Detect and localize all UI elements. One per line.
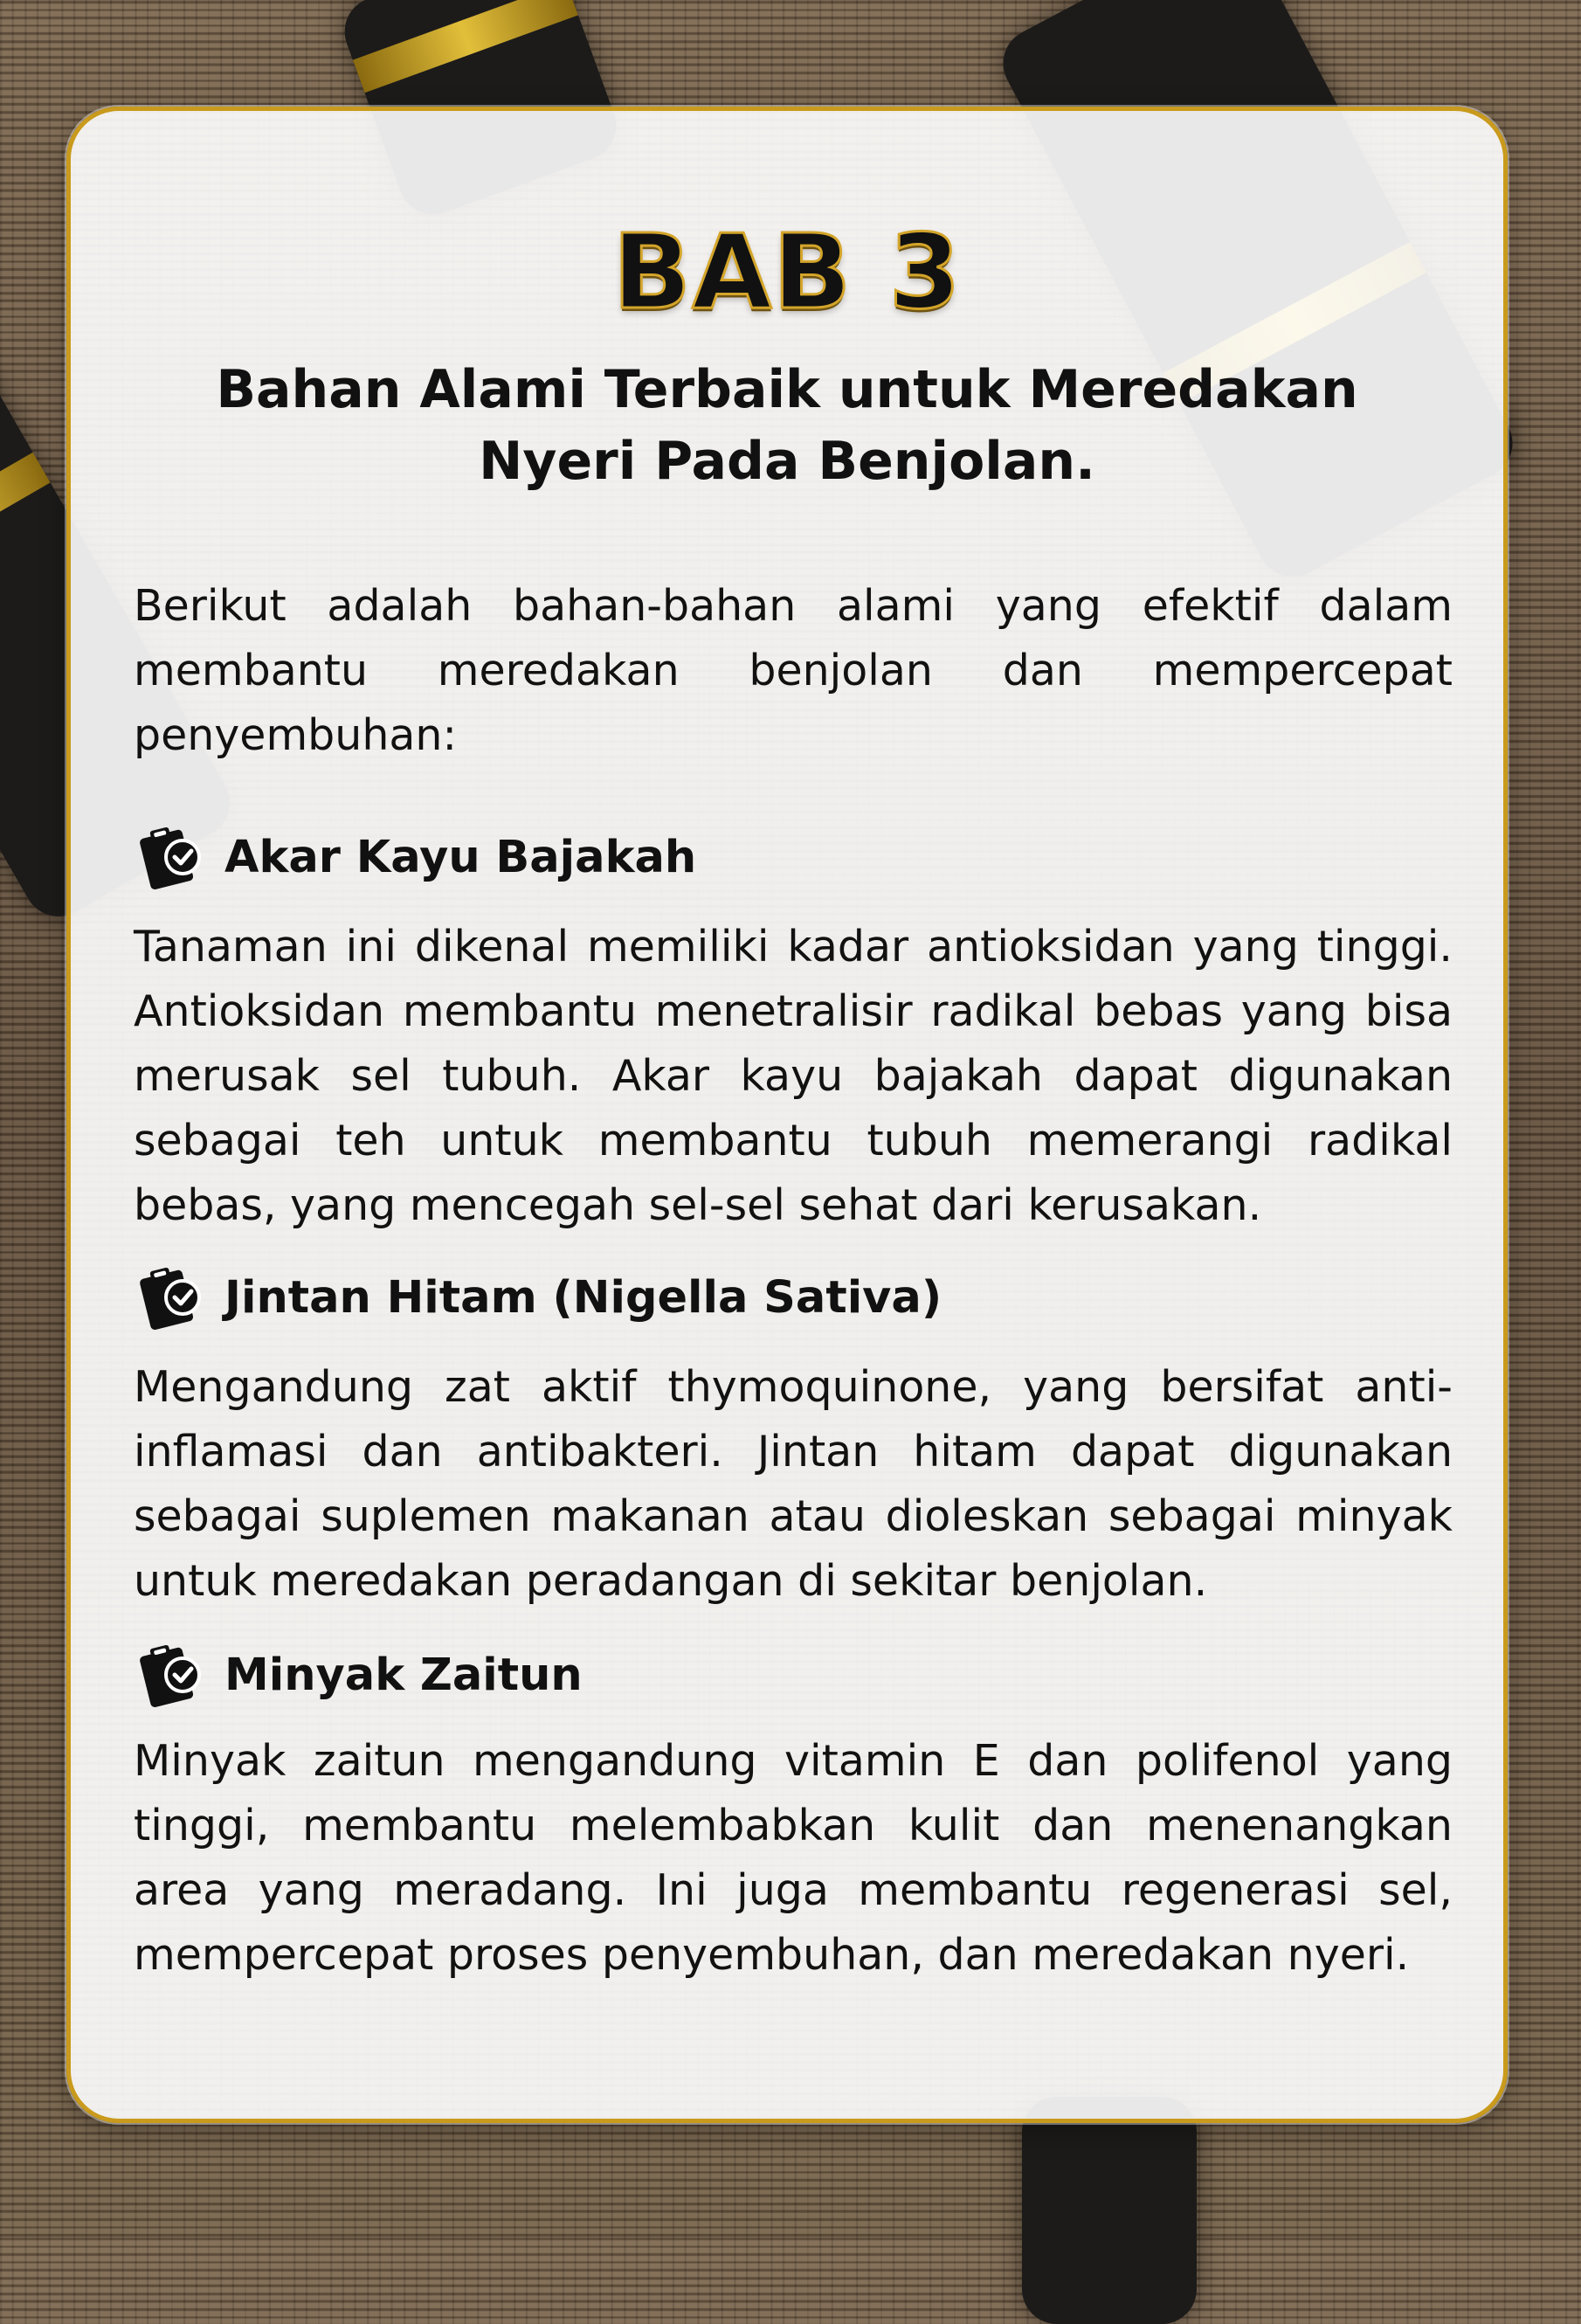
clipboard-check-icon	[134, 1640, 205, 1710]
ingredient-title: Akar Kayu Bajakah	[224, 831, 697, 883]
ingredient-heading-jintan-hitam	[134, 1262, 942, 1332]
ingredient-title: Jintan Hitam (Nigella Sativa)	[224, 1271, 942, 1324]
ingredient-description: Mengandung zat aktif thymoquinone, yang bersifat anti-inflamasi dan antibakteri. Jintan hitam dapat digunakan sebagai suplemen makanan atau dioleskan sebagai minyak untuk meredakan peradangan di sekitar benjolan.	[134, 1362, 1453, 1606]
ingredient-description: Tanaman ini dikenal memiliki kadar antioksidan yang tinggi. Antioksidan membantu menetralisir radikal bebas yang bisa merusak sel tubuh. Akar kayu bajakah dapat digunakan sebagai teh untuk membantu tubuh memerangi radikal bebas, yang mencegah sel-sel sehat dari kerusakan.	[134, 922, 1453, 1230]
chapter-title: BAB 3	[612, 211, 962, 332]
ingredient-heading-minyak-zaitun	[134, 1640, 583, 1710]
background-bottle	[1022, 2097, 1197, 2324]
ingredient-title: Minyak Zaitun	[224, 1649, 583, 1701]
chapter-subtitle	[176, 354, 1398, 497]
ingredient-heading-bajakah	[134, 822, 696, 892]
ingredient-description: Minyak zaitun mengandung vitamin E dan polifenol yang tinggi, membantu melembabkan kulit dan menenangkan area yang meradang. Ini juga membantu regenerasi sel, mempercepat proses penyembuhan, dan meredakan nyeri.	[134, 1736, 1453, 1980]
subtitle-line-2: Nyeri Pada Benjolan.	[479, 431, 1095, 492]
clipboard-check-icon	[134, 1262, 205, 1332]
content-card	[66, 107, 1508, 2123]
intro-paragraph: Berikut adalah bahan-bahan alami yang efektif dalam membantu meredakan benjolan dan mempercepat penyembuhan:	[134, 581, 1453, 760]
clipboard-check-icon	[134, 822, 205, 892]
subtitle-line-1: Bahan Alami Terbaik untuk Meredakan	[216, 359, 1358, 420]
